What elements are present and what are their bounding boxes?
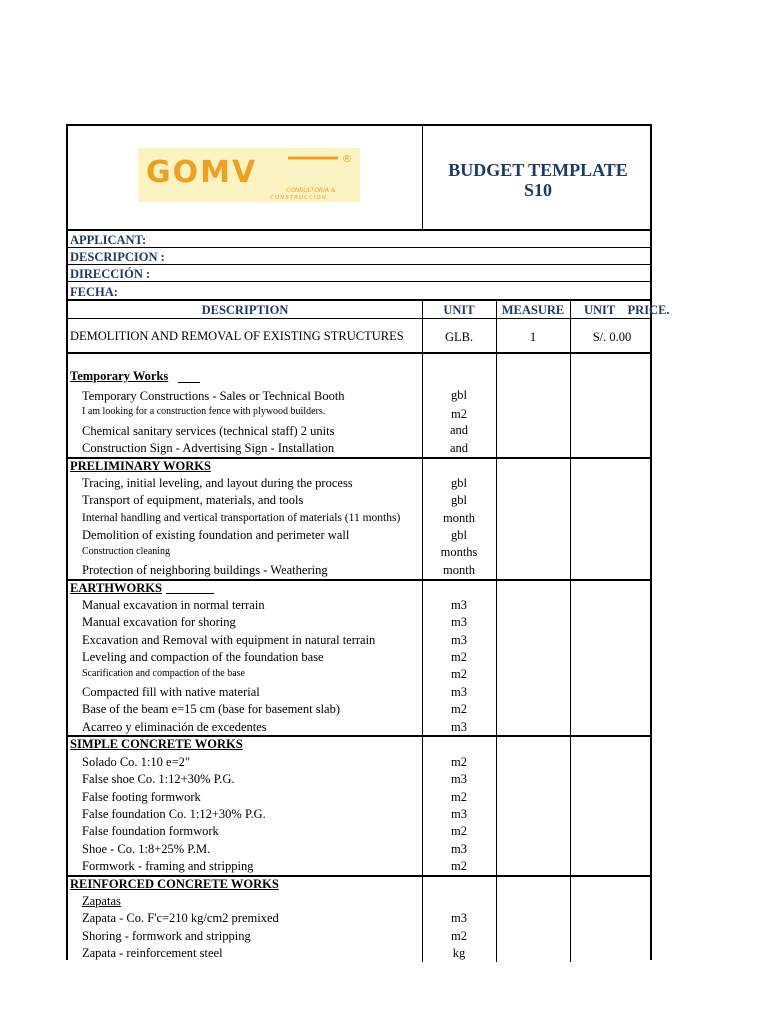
list-item: Temporary Constructions - Sales or Technical Booth (82, 389, 345, 403)
list-item: Manual excavation in normal terrain (82, 598, 265, 612)
row-line (68, 247, 650, 248)
list-item: I am looking for a construction fence with plywood builders. (82, 406, 326, 417)
main-item-unit: GLB. (444, 330, 474, 344)
col-header-measure: MEASURE (501, 303, 565, 317)
list-item: Transport of equipment, materials, and tools (82, 493, 304, 507)
section-title-temporary: Temporary Works (70, 369, 169, 383)
list-item: False foundation Co. 1:12+30% P.G. (82, 807, 266, 821)
logo-subtext-1: CONSULTORIA & (286, 187, 336, 194)
field-descripcion: DESCRIPCION : (70, 250, 165, 264)
section-title-reinforced-concrete: REINFORCED CONCRETE WORKS (70, 877, 279, 891)
list-item-unit: m3 (451, 807, 467, 821)
list-item-unit: m2 (451, 859, 467, 873)
col-header-description: DESCRIPTION (201, 303, 289, 317)
list-item: Manual excavation for shoring (82, 615, 236, 629)
list-item-unit: m3 (451, 720, 467, 734)
main-item-bottom-line (68, 352, 650, 354)
template-title: BUDGET TEMPLATE (448, 160, 628, 180)
list-item-unit: gbl (451, 493, 467, 507)
list-item-unit: m3 (451, 598, 467, 612)
budget-sheet (66, 124, 670, 960)
col-header-unit-price: UNIT PRICE. (584, 303, 670, 317)
list-item-unit: gbl (451, 388, 467, 402)
section-title-underline (178, 382, 200, 383)
row-line (68, 264, 650, 265)
field-direccion: DIRECCIÓN : (70, 267, 151, 281)
list-item: Leveling and compaction of the foundation base (82, 650, 324, 664)
col-divider-price (570, 300, 571, 962)
logo-text: GOMV (146, 155, 258, 190)
list-item-unit: m3 (451, 633, 467, 647)
column-header-bottom-line (68, 318, 650, 319)
section-title-preliminary: PRELIMINARY WORKS (70, 459, 211, 473)
list-item-unit: gbl (451, 528, 467, 542)
list-item-unit: kg (452, 946, 466, 960)
list-item-unit: m2 (451, 929, 467, 943)
list-item-unit: month (443, 563, 475, 577)
list-item: Shoring - formwork and stripping (82, 929, 251, 943)
list-item: Demolition of existing foundation and perimeter wall (82, 528, 350, 542)
list-item-unit: gbl (451, 476, 467, 490)
list-item: Tracing, initial leveling, and layout during the process (82, 476, 353, 490)
list-item: Scarification and compaction of the base (82, 668, 245, 679)
list-item: Chemical sanitary services (technical staff) 2 units (82, 424, 335, 438)
list-item: False foundation formwork (82, 824, 219, 838)
logo-graphic (138, 148, 360, 202)
list-item: Acarreo y eliminación de excedentes (82, 720, 267, 734)
column-header-top-line (68, 299, 650, 301)
main-item-price: S/. 0.00 (592, 330, 632, 344)
field-fecha: FECHA: (70, 285, 118, 299)
list-item-unit: m2 (451, 650, 467, 664)
logo-subtext-2: CONSTRUCCION (270, 195, 327, 201)
list-item-unit: m3 (451, 685, 467, 699)
subsection-title-zapatas: Zapatas (82, 894, 121, 908)
list-item-unit: m2 (451, 407, 467, 421)
section-title-earthworks: EARTHWORKS (70, 581, 162, 595)
list-item-unit: m2 (451, 790, 467, 804)
list-item-unit: m2 (451, 667, 467, 681)
header-divider (422, 126, 423, 230)
list-item: Excavation and Removal with equipment in natural terrain (82, 633, 376, 647)
list-item-unit: and (449, 423, 469, 437)
list-item-unit: m3 (451, 615, 467, 629)
col-divider-measure (496, 300, 497, 962)
section-title-underline (166, 593, 214, 594)
list-item: Solado Co. 1:10 e=2" (82, 755, 190, 769)
template-code: S10 (523, 180, 552, 200)
list-item: Compacted fill with native material (82, 685, 260, 699)
list-item: Protection of neighboring buildings - Weathering (82, 563, 328, 577)
list-item-unit: m2 (451, 824, 467, 838)
logo-registered-mark: ® (342, 154, 352, 165)
list-item-unit: month (443, 511, 475, 525)
main-item-measure: 1 (529, 330, 537, 344)
list-item: Base of the beam e=15 cm (base for basement slab) (82, 702, 340, 716)
section-title-simple-concrete: SIMPLE CONCRETE WORKS (70, 737, 243, 751)
list-item: Shoe - Co. 1:8+25% P.M. (82, 842, 211, 856)
list-item-unit: m3 (451, 772, 467, 786)
list-item-unit: m2 (451, 755, 467, 769)
list-item-unit: m3 (451, 911, 467, 925)
list-item-unit: m2 (451, 702, 467, 716)
list-item: Zapata - Co. F'c=210 kg/cm2 premixed (82, 911, 279, 925)
list-item: Formwork - framing and stripping (82, 859, 254, 873)
row-line (68, 281, 650, 282)
list-item: False footing formwork (82, 790, 201, 804)
list-item: Construction Sign - Advertising Sign - Installation (82, 441, 335, 455)
list-item-unit: m3 (451, 842, 467, 856)
header-bottom-line (68, 229, 650, 231)
list-item: Zapata - reinforcement steel (82, 946, 223, 960)
list-item: False shoe Co. 1:12+30% P.G. (82, 772, 235, 786)
col-header-unit: UNIT (443, 303, 475, 317)
list-item-unit: months (440, 545, 478, 559)
main-item-description: DEMOLITION AND REMOVAL OF EXISTING STRUCTURES (70, 329, 404, 343)
list-item: Construction cleaning (82, 546, 171, 557)
company-logo (138, 148, 360, 202)
field-applicant: APPLICANT: (70, 233, 147, 247)
list-item-unit: and (449, 441, 469, 455)
list-item: Internal handling and vertical transportation of materials (11 months) (82, 512, 401, 524)
